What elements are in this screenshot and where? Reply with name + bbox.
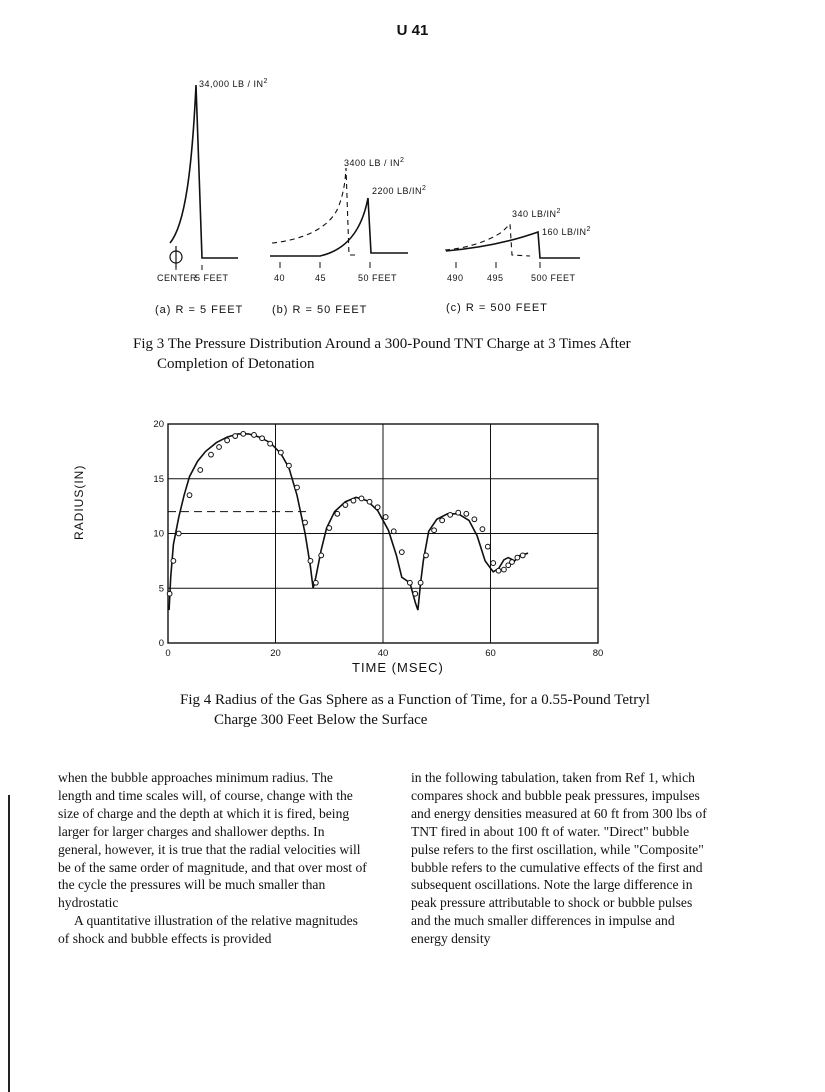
data-point xyxy=(424,553,429,558)
data-point xyxy=(383,515,388,520)
data-point xyxy=(456,510,461,515)
data-point xyxy=(225,438,230,443)
data-point xyxy=(432,528,437,533)
data-point xyxy=(448,512,453,517)
data-point xyxy=(217,445,222,450)
data-point xyxy=(510,560,515,565)
data-point xyxy=(335,511,340,516)
data-point xyxy=(472,517,477,522)
data-point xyxy=(167,591,172,596)
body-left-paragraph-2: A quantitative illustration of the relative magnitudes of shock and bubble effects is provided xyxy=(58,913,358,947)
data-point xyxy=(351,498,356,503)
data-point xyxy=(399,550,404,555)
fig4-xlabel: TIME (MSEC) xyxy=(352,660,444,675)
data-point xyxy=(287,463,292,468)
fig3b-peak-label-2: 2200 $LB/IN^2$ xyxy=(372,185,427,196)
fig3a-subcaption: (a) R = 5 FEET xyxy=(155,304,244,316)
data-point xyxy=(440,518,445,523)
data-point xyxy=(268,441,273,446)
fig3b-axis-label: 45 xyxy=(315,273,327,283)
data-point xyxy=(308,558,313,563)
data-point xyxy=(313,580,318,585)
y-tick-label: 10 xyxy=(153,528,164,540)
data-point xyxy=(485,544,490,549)
data-point xyxy=(359,496,364,501)
data-point xyxy=(303,520,308,525)
data-point xyxy=(502,567,507,572)
fig3c-axis-label: 490 xyxy=(447,273,464,283)
fig3a-peak-label: 34,000 LB / $IN^2$ xyxy=(199,78,268,89)
data-point xyxy=(407,580,412,585)
x-tick-label: 20 xyxy=(270,648,281,659)
fig3c-peak-label-1: 340 $LB/IN^2$ xyxy=(512,208,561,219)
x-tick-label: 60 xyxy=(485,648,496,659)
data-point xyxy=(413,591,418,596)
y-tick-label: 5 xyxy=(158,583,164,595)
data-point xyxy=(520,553,525,558)
x-tick-label: 40 xyxy=(377,648,389,659)
data-point xyxy=(295,485,300,490)
body-right-column xyxy=(411,769,713,948)
x-tick-label: 0 xyxy=(165,648,171,659)
data-point xyxy=(176,531,181,536)
data-point xyxy=(491,561,496,566)
fig3c-axis-label: 500 FEET xyxy=(531,273,576,283)
y-tick-label: 20 xyxy=(153,419,164,430)
data-point xyxy=(367,499,372,504)
data-point xyxy=(171,558,176,563)
fig3b-peak-label-1: 3400 LB / $IN^2$ xyxy=(344,157,405,168)
body-right-paragraph-1: in the following tabulation, taken from Ref 1, which compares shock and bubble peak pressures, impulses and energy densities measured at 60 ft from 300 lbs of TNT fired in about 100 ft of water. "Direct" bubble pulse refers to the first oscillation, while "Composite" bubble refers to the cumulative effects of the first and subsequent oscillations. Note the large difference in peak pressure attributable to shock or bubble pulses and the much smaller differences in impulse and energy density xyxy=(411,770,707,947)
data-point xyxy=(319,553,324,558)
fig3c-peak-label-2: 160 $LB/IN^2$ xyxy=(542,226,591,237)
fig3c-subcaption: (c) R = 500 FEET xyxy=(446,302,548,314)
data-point xyxy=(515,555,520,560)
data-point xyxy=(198,468,203,473)
left-margin-rule xyxy=(8,795,10,1092)
data-point xyxy=(327,526,332,531)
data-point xyxy=(260,436,265,441)
y-tick-label: 15 xyxy=(153,473,164,485)
data-point xyxy=(233,434,238,439)
data-point xyxy=(480,527,485,532)
fig3b-axis-label: 40 xyxy=(274,273,286,283)
data-point xyxy=(241,431,246,436)
page-header: U 41 xyxy=(396,22,429,39)
fig4-caption: Fig 4 Radius of the Gas Sphere as a Function of Time, for a 0.55-Pound Tetryl Charge 300 Feet Below the Surface xyxy=(180,692,650,728)
data-point xyxy=(496,568,501,573)
data-point xyxy=(187,493,192,498)
fig4-ylabel: RADIUS(IN) xyxy=(72,464,86,540)
data-point xyxy=(343,503,348,508)
data-point xyxy=(252,433,257,438)
data-point xyxy=(375,505,380,510)
body-left-paragraph-1: when the bubble approaches minimum radius. The length and time scales will, of course, change with the size of charge and the depth at which it is fired, being larger for larger charges and shallower depths. In general, however, it is true that the radial velocities will be of the same order of magnitude, and that over most of the cycle the pressures will be much smaller than hydrostatic xyxy=(58,770,367,911)
data-point xyxy=(278,450,283,455)
body-left-column xyxy=(58,769,370,948)
fig3a-axis-label: CENTER xyxy=(157,273,198,283)
data-point xyxy=(464,511,469,516)
data-point xyxy=(209,452,214,457)
fig3b-axis-label: 50 FEET xyxy=(358,273,398,283)
fig3-caption: Fig 3 The Pressure Distribution Around a 300-Pound TNT Charge at 3 Times After Completion of Detonation xyxy=(133,336,631,372)
y-tick-label: 0 xyxy=(158,638,164,649)
fig3b-subcaption: (b) R = 50 FEET xyxy=(272,304,368,316)
data-point xyxy=(391,529,396,534)
fig3a-axis-label: 5 FEET xyxy=(195,273,229,283)
data-point xyxy=(418,580,423,585)
x-tick-label: 80 xyxy=(592,648,604,659)
fig3c-axis-label: 495 xyxy=(487,273,504,283)
